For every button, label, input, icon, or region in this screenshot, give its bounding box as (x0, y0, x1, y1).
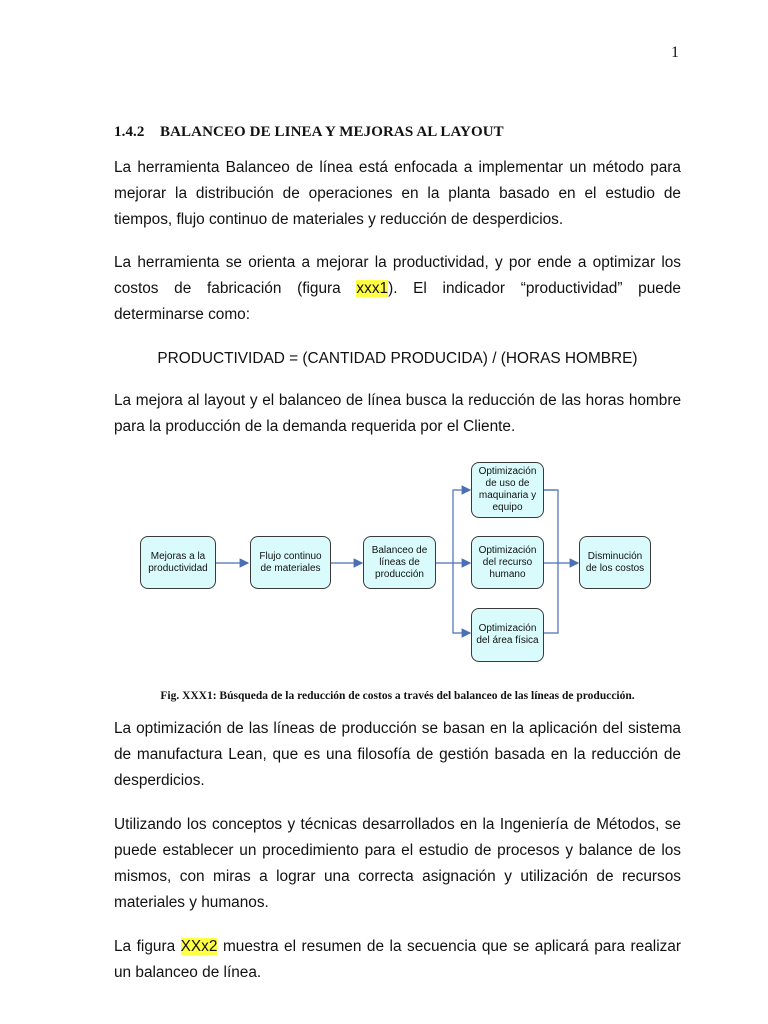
paragraph-1: La herramienta Balanceo de línea está enfocada a implementar un método para mejorar la distribución de operaciones en la planta basado en el estudio de tiempos, flujo continuo de materiales y reducción de desperdicios. (114, 159, 681, 228)
figure-reference-highlight-2: XXx2 (180, 938, 218, 955)
section-heading (114, 124, 504, 141)
box-mejoras-productividad: Mejoras a la productividad (140, 536, 216, 589)
paragraph-6 (114, 934, 681, 986)
paragraph-5: Utilizando los conceptos y técnicas desarrollados en la Ingeniería de Métodos, se puede establecer un procedimiento para el estudio de procesos y balance de los mismos, con miras a lograr una correcta asignación y utilización de recursos materiales y humanos. (114, 816, 681, 911)
productivity-formula: PRODUCTIVIDAD = (CANTIDAD PRODUCIDA) / (HORAS HOMBRE) (157, 350, 638, 367)
box-balanceo-lineas: Balanceo de líneas de producción (363, 536, 436, 589)
box-optimizacion-area-fisica: Optimización del área física (471, 608, 544, 662)
arrow-balanceo-to-area (453, 563, 470, 633)
page-number: 1 (671, 44, 679, 61)
arrow-balanceo-to-maquinaria (453, 490, 470, 563)
box-optimizacion-maquinaria: Optimización de uso de maquinaria y equipo (471, 462, 544, 518)
paragraph-6-text-start: La figura (114, 938, 181, 955)
paragraph-2 (114, 250, 681, 328)
paragraph-2-text-start: La herramienta se orienta a mejorar la productividad, y por ende a optimizar los costos de fabricación (figura (114, 254, 681, 297)
collector-line (544, 490, 558, 633)
paragraph-3: La mejora al layout y el balanceo de línea busca la reducción de las horas hombre para la producción de la demanda requerida por el Cliente. (114, 392, 681, 435)
paragraph-2-text-end: ). El indicador “productividad” puede determinarse como: (114, 280, 681, 323)
box-optimizacion-recurso-humano: Optimización del recurso humano (471, 536, 544, 589)
figure-caption: Fig. XXX1: Búsqueda de la reducción de costos a través del balanceo de las líneas de producción. (160, 690, 635, 702)
paragraph-4: La optimización de las líneas de producción se basan en la aplicación del sistema de manufactura Lean, que es una filosofía de gestión basada en la reducción de desperdicios. (114, 720, 681, 789)
section-number: 1.4.2 (114, 124, 145, 140)
section-title: BALANCEO DE LINEA Y MEJORAS AL LAYOUT (160, 124, 504, 140)
figure-reference-highlight: xxx1 (356, 280, 389, 297)
box-disminucion-costos: Disminución de los costos (579, 536, 651, 589)
paragraph-6-text-end: muestra el resumen de la secuencia que se aplicará para realizar un balanceo de línea. (114, 938, 681, 981)
box-flujo-continuo: Flujo continuo de materiales (250, 536, 331, 589)
